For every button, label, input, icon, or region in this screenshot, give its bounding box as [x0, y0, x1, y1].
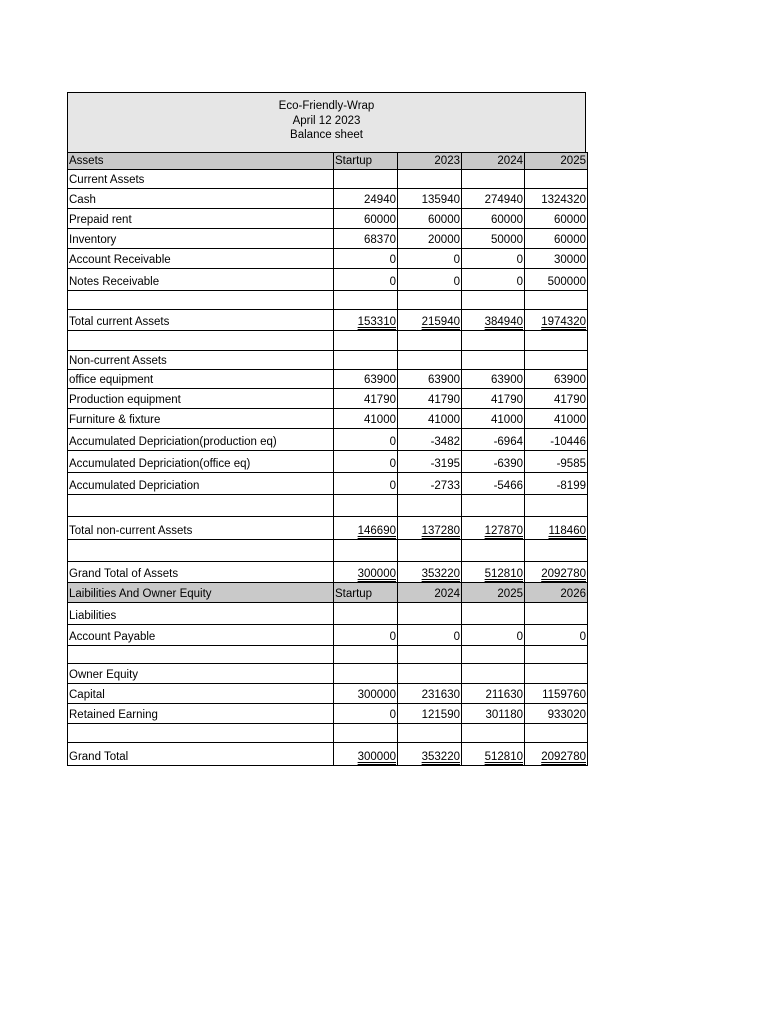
row-label: Notes Receivable [68, 269, 334, 291]
value-cell: 231630 [398, 684, 462, 704]
value-cell: -5466 [462, 473, 525, 495]
value-cell: 50000 [462, 229, 525, 249]
value-cell: 60000 [525, 209, 588, 229]
value-cell: 0 [462, 625, 525, 646]
value-cell: 1324320 [525, 189, 588, 209]
row-prepaid-rent [68, 209, 588, 229]
value-cell: 41000 [334, 409, 398, 429]
value-cell: 274940 [462, 189, 525, 209]
value-cell: 118460 [525, 517, 588, 540]
row-label: Prepaid rent [68, 209, 334, 229]
row-label: Furniture & fixture [68, 409, 334, 429]
column-header: Startup [334, 153, 398, 170]
value-cell [398, 291, 462, 310]
value-cell: 41790 [398, 389, 462, 409]
value-cell [462, 603, 525, 625]
value-cell: 353220 [398, 562, 462, 583]
value-cell [525, 170, 588, 189]
value-cell: -6390 [462, 451, 525, 473]
row-retained-earning [68, 704, 588, 724]
row-production-equipment [68, 389, 588, 409]
value-cell [462, 664, 525, 684]
value-cell [398, 664, 462, 684]
value-cell: 121590 [398, 704, 462, 724]
value-cell: 211630 [462, 684, 525, 704]
report-title: Balance sheet [290, 129, 363, 141]
value-cell: 0 [334, 249, 398, 269]
value-cell: 41790 [462, 389, 525, 409]
value-cell: 512810 [462, 562, 525, 583]
value-cell [398, 603, 462, 625]
value-cell: -3195 [398, 451, 462, 473]
value-cell: 353220 [398, 743, 462, 766]
report-date: April 12 2023 [292, 114, 361, 127]
value-cell: 300000 [334, 684, 398, 704]
row-total-non-current-assets [68, 517, 588, 540]
row-label [68, 331, 334, 351]
value-cell: 0 [525, 625, 588, 646]
value-cell: -10446 [525, 429, 588, 451]
row-inventory [68, 229, 588, 249]
value-cell [525, 351, 588, 370]
row-label: Capital [68, 684, 334, 704]
value-cell [334, 331, 398, 351]
value-cell: 60000 [334, 209, 398, 229]
value-cell: 0 [334, 429, 398, 451]
row-grand-total [68, 743, 588, 766]
value-cell: 41000 [398, 409, 462, 429]
value-cell: 0 [334, 473, 398, 495]
value-cell [462, 351, 525, 370]
row-label: Liabilities [68, 603, 334, 625]
value-cell [334, 351, 398, 370]
value-cell [462, 646, 525, 664]
row-label: Owner Equity [68, 664, 334, 684]
column-header: Startup [334, 583, 398, 603]
value-cell: 63900 [334, 370, 398, 389]
value-cell [398, 540, 462, 562]
row-furniture-fixture [68, 409, 588, 429]
value-cell: -2733 [398, 473, 462, 495]
row-label [68, 495, 334, 517]
value-cell [462, 170, 525, 189]
value-cell: 0 [462, 269, 525, 291]
row-label [68, 724, 334, 743]
row-capital [68, 684, 588, 704]
row-label: office equipment [68, 370, 334, 389]
value-cell [398, 351, 462, 370]
value-cell: 60000 [525, 229, 588, 249]
row-label: Account Payable [68, 625, 334, 646]
value-cell: 24940 [334, 189, 398, 209]
value-cell: 1159760 [525, 684, 588, 704]
row-label: Total non-current Assets [68, 517, 334, 540]
row-owner-equity [68, 664, 588, 684]
value-cell: 500000 [525, 269, 588, 291]
value-cell: 0 [398, 625, 462, 646]
row-label: Retained Earning [68, 704, 334, 724]
value-cell: 41790 [334, 389, 398, 409]
value-cell: 127870 [462, 517, 525, 540]
value-cell [525, 664, 588, 684]
value-cell: 30000 [525, 249, 588, 269]
row-account-receivable [68, 249, 588, 269]
value-cell [525, 540, 588, 562]
value-cell [525, 331, 588, 351]
value-cell: 20000 [398, 229, 462, 249]
row-label [68, 540, 334, 562]
value-cell [525, 603, 588, 625]
row-label: Non-current Assets [68, 351, 334, 370]
value-cell: 63900 [525, 370, 588, 389]
row-label: Accumulated Depriciation(office eq) [68, 451, 334, 473]
value-cell: 60000 [462, 209, 525, 229]
blank-row [68, 540, 588, 562]
value-cell [525, 291, 588, 310]
value-cell: 41000 [525, 409, 588, 429]
value-cell: 0 [334, 451, 398, 473]
value-cell [334, 646, 398, 664]
blank-row [68, 646, 588, 664]
value-cell [398, 646, 462, 664]
row-label: Production equipment [68, 389, 334, 409]
value-cell: 63900 [462, 370, 525, 389]
column-header: 2025 [525, 153, 588, 170]
row-label: Accumulated Depriciation(production eq) [68, 429, 334, 451]
row-label: Laibilities And Owner Equity [68, 583, 334, 603]
value-cell [334, 664, 398, 684]
value-cell: 60000 [398, 209, 462, 229]
row-total-current-assets [68, 310, 588, 331]
company-name: Eco-Friendly-Wrap [278, 100, 375, 112]
value-cell: 2092780 [525, 562, 588, 583]
value-cell: 0 [398, 249, 462, 269]
value-cell: 1974320 [525, 310, 588, 331]
row-label: Inventory [68, 229, 334, 249]
value-cell: 153310 [334, 310, 398, 331]
row-notes-receivable [68, 269, 588, 291]
value-cell [398, 724, 462, 743]
value-cell: 0 [334, 269, 398, 291]
value-cell: 933020 [525, 704, 588, 724]
value-cell [462, 331, 525, 351]
value-cell: 300000 [334, 743, 398, 766]
value-cell [525, 495, 588, 517]
value-cell: 215940 [398, 310, 462, 331]
column-header: 2025 [462, 583, 525, 603]
value-cell: 135940 [398, 189, 462, 209]
blank-row [68, 291, 588, 310]
row-accumulated-depriciation-office-eq [68, 451, 588, 473]
section-header-row [68, 583, 588, 603]
value-cell [462, 724, 525, 743]
value-cell [462, 495, 525, 517]
balance-sheet-table [67, 152, 588, 766]
value-cell: 68370 [334, 229, 398, 249]
value-cell [334, 603, 398, 625]
blank-row [68, 331, 588, 351]
column-header: 2026 [525, 583, 588, 603]
value-cell: 2092780 [525, 743, 588, 766]
value-cell [525, 646, 588, 664]
row-label: Cash [68, 189, 334, 209]
row-label: Accumulated Depriciation [68, 473, 334, 495]
blank-row [68, 724, 588, 743]
value-cell: 301180 [462, 704, 525, 724]
row-current-assets [68, 170, 588, 189]
sheet-title-block [67, 92, 586, 152]
value-cell: 300000 [334, 562, 398, 583]
row-cash [68, 189, 588, 209]
row-label: Grand Total [68, 743, 334, 766]
row-accumulated-depriciation [68, 473, 588, 495]
value-cell: 0 [398, 269, 462, 291]
row-liabilities [68, 603, 588, 625]
row-label: Account Receivable [68, 249, 334, 269]
row-label [68, 291, 334, 310]
value-cell: -9585 [525, 451, 588, 473]
value-cell: 0 [462, 249, 525, 269]
value-cell [462, 291, 525, 310]
column-header: 2024 [398, 583, 462, 603]
value-cell: -8199 [525, 473, 588, 495]
value-cell: 41000 [462, 409, 525, 429]
value-cell [398, 331, 462, 351]
value-cell [334, 724, 398, 743]
value-cell: 41790 [525, 389, 588, 409]
value-cell [334, 291, 398, 310]
value-cell: 0 [334, 625, 398, 646]
value-cell: 512810 [462, 743, 525, 766]
value-cell [334, 495, 398, 517]
value-cell: 137280 [398, 517, 462, 540]
value-cell: -6964 [462, 429, 525, 451]
column-header: 2023 [398, 153, 462, 170]
blank-row [68, 495, 588, 517]
value-cell: 63900 [398, 370, 462, 389]
section-header-row [68, 153, 588, 170]
value-cell [334, 170, 398, 189]
value-cell [334, 540, 398, 562]
value-cell [525, 724, 588, 743]
value-cell: 0 [334, 704, 398, 724]
balance-sheet-body [68, 153, 588, 766]
row-label: Assets [68, 153, 334, 170]
value-cell [398, 170, 462, 189]
row-office-equipment [68, 370, 588, 389]
value-cell [462, 540, 525, 562]
value-cell: 146690 [334, 517, 398, 540]
column-header: 2024 [462, 153, 525, 170]
value-cell: -3482 [398, 429, 462, 451]
row-label: Total current Assets [68, 310, 334, 331]
row-label: Current Assets [68, 170, 334, 189]
value-cell [398, 495, 462, 517]
row-accumulated-depriciation-production-eq [68, 429, 588, 451]
row-non-current-assets [68, 351, 588, 370]
row-account-payable [68, 625, 588, 646]
row-grand-total-of-assets [68, 562, 588, 583]
row-label: Grand Total of Assets [68, 562, 334, 583]
value-cell: 384940 [462, 310, 525, 331]
row-label [68, 646, 334, 664]
